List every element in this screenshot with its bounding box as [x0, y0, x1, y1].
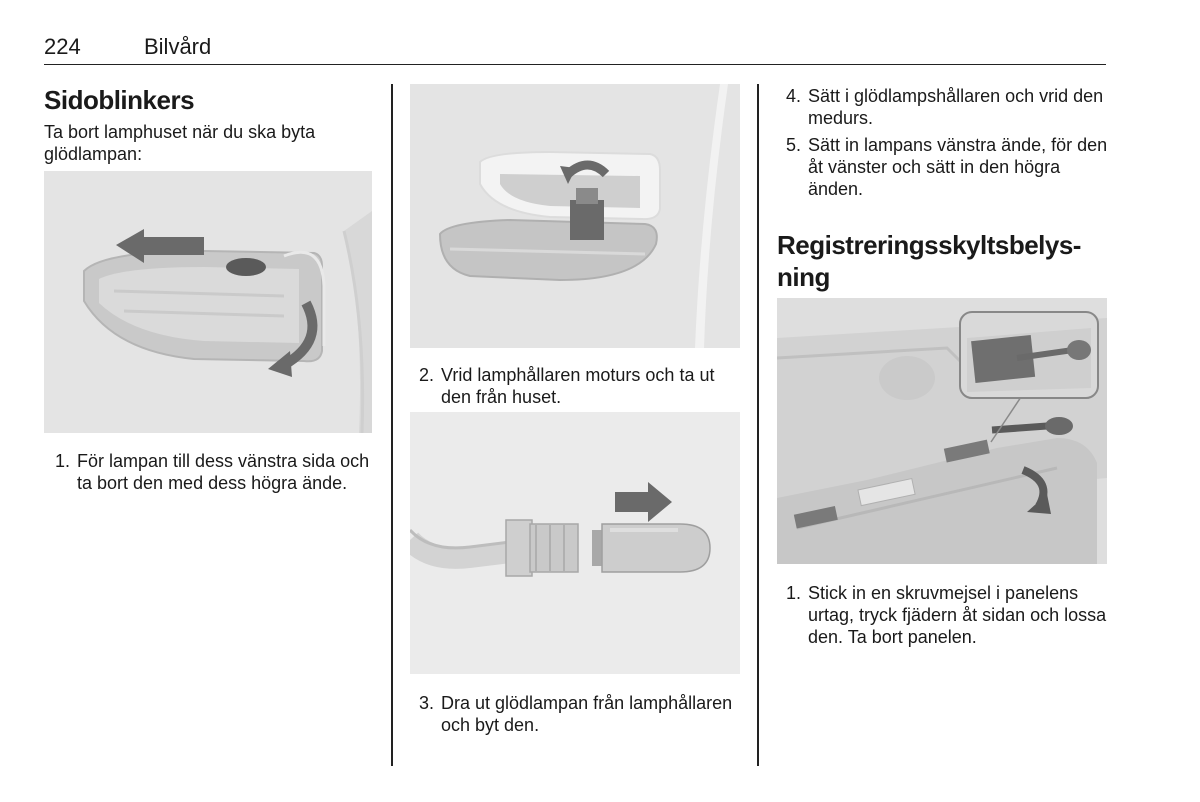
step-number: 1.: [55, 451, 71, 471]
step-4-insert-holder: [786, 85, 1108, 129]
step-2-lamp-holder: [419, 364, 741, 408]
step-text: Vrid lamphållaren moturs och ta ut den från huset.: [441, 365, 715, 407]
step-number: 5.: [786, 135, 802, 155]
step-number: 2.: [419, 365, 435, 385]
step-5-insert-lamp: [786, 134, 1108, 200]
step-3-bulb: [419, 692, 741, 736]
step-text: För lampan till dess vänstra sida och ta bort den med dess högra ände.: [77, 451, 370, 493]
intro-text: Ta bort lamphuset när du ska byta glödlampan:: [44, 122, 316, 164]
figure-bulb-pull-out: [410, 412, 740, 674]
step-1-side-blinker: [55, 450, 373, 494]
step-text: Stick in en skruvmejsel i panelens urtag, tryck fjädern åt sidan och lossa den. Ta bort panelen.: [808, 583, 1107, 647]
page-header: [44, 34, 1106, 65]
section-title-registreringsskyltsbelysning: [777, 229, 1117, 293]
section-title-line-1: Registreringsskyltsbelys-: [777, 230, 1081, 260]
chapter-title: Bilvård: [144, 34, 212, 59]
figure-side-blinker: [44, 171, 372, 433]
step-number: 1.: [786, 583, 802, 603]
step-number: 4.: [786, 86, 802, 106]
section-title-line-2: ning: [777, 262, 830, 292]
column-divider-right: [757, 84, 759, 766]
step-text: Sätt i glödlampshållaren och vrid den medurs.: [808, 86, 1104, 128]
step-text: Sätt in lampans vänstra ände, för den åt vänster och sätt in den högra änden.: [808, 135, 1108, 199]
step-text: Dra ut glödlampan från lamphållaren och byt den.: [441, 693, 733, 735]
figure-lamp-holder-twist: [410, 84, 740, 348]
section-title-sidoblinkers: Sidoblinkers: [44, 85, 195, 115]
step-1-licence-plate: [786, 582, 1108, 648]
column-divider-left: [391, 84, 393, 766]
page-number: 224: [44, 34, 81, 59]
figure-licence-plate-light: [777, 298, 1107, 564]
step-number: 3.: [419, 693, 435, 713]
